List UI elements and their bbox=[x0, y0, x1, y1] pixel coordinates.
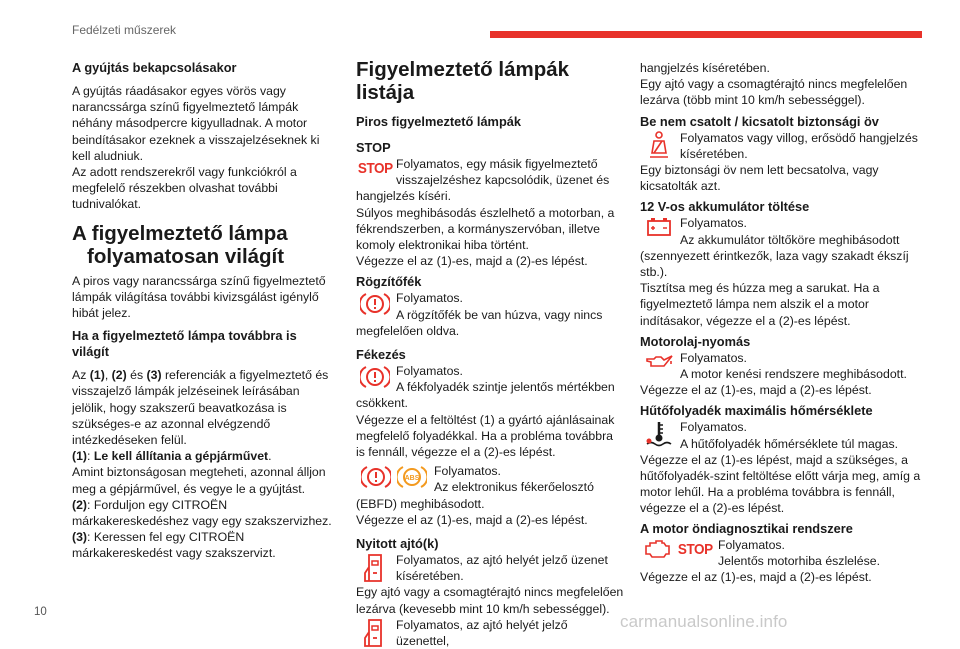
ebfd-line-3: Végezze el az (1)-es, majd a (2)-es lépést. bbox=[356, 512, 588, 527]
brake-warning-icon bbox=[356, 364, 394, 392]
refs-paragraph bbox=[72, 367, 334, 448]
stop-icon-2: STOP bbox=[677, 540, 713, 558]
coolant-line-1: Folyamatos. bbox=[680, 420, 747, 435]
refs-text-b: , bbox=[104, 368, 112, 383]
stop-heading: STOP bbox=[356, 140, 391, 155]
refs-text-d: referenciák a figyelmeztető és visszajelző lámpák jelzéseinek leírásában jelölik, hogy szakszerű beavatkozása is szükséges-e az azonnal elvégzendő intézkedéseken felül. bbox=[72, 368, 329, 448]
red-lamps-subtitle: Piros figyelmeztető lámpák bbox=[356, 114, 521, 129]
ebfd-icons bbox=[356, 464, 432, 492]
parking-brake-line-2: A rögzítőfék be van húzva, vagy nincs megfelelően oldva. bbox=[356, 307, 603, 338]
list-title: Figyelmeztető lámpák listája bbox=[356, 58, 570, 104]
seatbelt-icon bbox=[640, 131, 678, 159]
self-diagnosis-line-1: Folyamatos. bbox=[718, 537, 785, 552]
door-open-icon bbox=[356, 553, 394, 581]
page-number: 10 bbox=[34, 606, 47, 618]
step-3-label: (3) bbox=[72, 530, 88, 545]
braking-line-3: Végezze el a feltöltést (1) a gyártó ajánlásainak megfelelő folyadékkal. Ha a probléma továbbra is fennáll, végezze el a (2)-es lépést. bbox=[356, 412, 615, 460]
engine-icon bbox=[642, 538, 672, 560]
oil-pressure-line-2: A motor kenési rendszere meghibásodott. bbox=[680, 367, 907, 382]
brake-warning-icon-2 bbox=[361, 464, 391, 490]
ignition-heading: A gyújtás bekapcsolásakor bbox=[72, 60, 237, 75]
refs-text-c: és bbox=[126, 368, 147, 383]
self-diagnosis-line-2: Jelentős motorhiba észlelése. bbox=[718, 553, 880, 568]
step-1-sep: : bbox=[87, 449, 94, 464]
seatbelt-heading: Be nem csatolt / kicsatolt biztonsági öv bbox=[640, 113, 879, 129]
oil-pressure-line-3: Végezze el az (1)-es, majd a (2)-es lépést. bbox=[640, 383, 872, 398]
ignition-paragraph: A gyújtás ráadásakor egyes vörös vagy narancssárga színű figyelmeztető lámpák néhány másodpercre kigyulladnak. A motor beindításakor ezeknek a visszajelzéseknek ki kell aludniuk. bbox=[72, 84, 320, 163]
coolant-temp-icon bbox=[640, 420, 678, 448]
battery-heading: 12 V-os akkumulátor töltése bbox=[640, 199, 810, 215]
oil-pressure-entry bbox=[640, 350, 922, 399]
step-1-more: Amint biztonságosan megteheti, azonnal álljon meg a gépjárművel, és vegye le a gyújtást. bbox=[72, 465, 326, 496]
oil-can-icon bbox=[640, 351, 678, 379]
self-diagnosis-entry bbox=[640, 537, 922, 586]
coolant-line-3: Végezze el az (1)-es lépést, majd a szükséges, a hűtőfolyadék-szint feltöltése előtt várja meg, amíg a motor lehűl. Ha a probléma továbbra is fennáll, végezze el a (2)-es lépést. bbox=[640, 452, 921, 516]
battery-entry bbox=[640, 215, 922, 328]
abs-icon bbox=[397, 464, 427, 490]
parking-brake-icon bbox=[356, 291, 394, 319]
step-1-end: . bbox=[268, 449, 272, 464]
self-diagnosis-icons bbox=[640, 538, 716, 566]
braking-entry bbox=[356, 363, 624, 460]
door-open-line-2: Egy ajtó vagy a csomagtérajtó nincs megfelelően lezárva (kevesebb mint 10 km/h sebességgel). bbox=[356, 585, 624, 616]
self-diagnosis-line-3: Végezze el az (1)-es, majd a (2)-es lépést. bbox=[640, 570, 872, 585]
battery-line-1: Folyamatos. bbox=[680, 216, 747, 231]
door-open-icon-2 bbox=[356, 618, 394, 646]
svg-text:ABS: ABS bbox=[404, 475, 420, 483]
oil-pressure-line-1: Folyamatos. bbox=[680, 350, 747, 365]
section-title: Fedélzeti műszerek bbox=[72, 23, 177, 37]
parking-brake-line-1: Folyamatos. bbox=[396, 291, 463, 306]
step-1 bbox=[72, 448, 334, 464]
section-paragraph: A piros vagy narancssárga színű figyelmeztető lámpák világítása további kivizsgálást igénylő hibát jelez. bbox=[72, 273, 326, 321]
step-2-text: : Forduljon egy CITROËN márkakereskedéshez vagy egy szakszervizhez. bbox=[72, 497, 332, 529]
step-2 bbox=[72, 497, 334, 529]
section-heading-line1: A figyelmeztető lámpa bbox=[72, 221, 288, 245]
ref-3: (3) bbox=[146, 368, 162, 383]
door-cont-2: Egy ajtó vagy a csomagtérajtó nincs megfelelően lezárva (több mint 10 km/h sebességgel). bbox=[640, 77, 908, 108]
stop-icon: STOP bbox=[357, 160, 393, 177]
step-3 bbox=[72, 529, 334, 561]
step-2-label: (2) bbox=[72, 497, 88, 512]
ref-2: (2) bbox=[111, 368, 127, 383]
coolant-entry bbox=[640, 419, 922, 516]
stop-line-1: Folyamatos, egy másik figyelmeztető visszajelzéshez kapcsolódik, üzenet és hangjelzés kíséri. bbox=[356, 157, 610, 204]
door-open-line-1: Folyamatos, az ajtó helyét jelző üzenet kíséretében. bbox=[396, 553, 608, 584]
battery-icon bbox=[640, 216, 678, 244]
parking-brake-entry bbox=[356, 290, 624, 339]
seatbelt-line-1: Folyamatos vagy villog, erősödő hangjelzés kíséretében. bbox=[680, 130, 918, 161]
oil-pressure-heading: Motorolaj-nyomás bbox=[640, 333, 751, 349]
battery-line-3: Tisztítsa meg és húzza meg a sarukat. Ha a figyelmeztető lámpa nem alszik el a motor indításakor, végezze el a (2)-es lépést. bbox=[640, 281, 880, 328]
seatbelt-line-2: Egy biztonsági öv nem lett becsatolva, vagy kicsatolták azt. bbox=[640, 163, 879, 194]
step-1-label: (1) bbox=[72, 449, 88, 464]
braking-line-2: A fékfolyadék szintje jelentős mértékben csökkent. bbox=[356, 380, 615, 411]
step-3-text: : Keressen fel egy CITROËN márkakereskedést vagy szakszervizt. bbox=[72, 530, 276, 561]
refs-text-a: Az bbox=[72, 368, 90, 383]
parking-brake-heading: Rögzítőfék bbox=[356, 274, 422, 290]
ebfd-entry bbox=[356, 463, 624, 528]
door-open-heading: Nyitott ajtó(k) bbox=[356, 536, 439, 552]
braking-heading: Fékezés bbox=[356, 347, 406, 363]
stop-line-3: Végezze el az (1)-es, majd a (2)-es lépést. bbox=[356, 254, 588, 269]
door-open-line-3: Folyamatos, az ajtó helyét jelző üzenettel, bbox=[396, 617, 568, 649]
stop-line-2: Súlyos meghibásodás észlelhető a motorban, a fékrendszerben, a kormányszervóban, illetve komoly elektronikai hiba történt. bbox=[356, 205, 615, 253]
ebfd-line-2a: Az elektronikus fékerőelosztó (EBFD) meghibásodott. bbox=[356, 480, 594, 511]
column-3 bbox=[640, 48, 922, 585]
door-cont-1: hangjelzés kíséretében. bbox=[640, 61, 770, 75]
self-diagnosis-heading: A motor öndiagnosztikai rendszere bbox=[640, 520, 853, 536]
section-heading-line2: folyamatosan világít bbox=[87, 244, 285, 268]
ebfd-line-1: Folyamatos. bbox=[434, 464, 501, 479]
coolant-line-2: A hűtőfolyadék hőmérséklete túl magas. bbox=[680, 436, 899, 451]
ignition-paragraph-2: Az adott rendszerekről vagy funkciókról a megfelelő részekben olvashat további tudnivalókat. bbox=[72, 165, 297, 212]
seatbelt-entry bbox=[640, 130, 922, 195]
step-1-bold: Le kell állítania a gépjárművet bbox=[93, 449, 269, 464]
door-open-entry bbox=[356, 552, 624, 617]
header-accent-bar bbox=[490, 31, 922, 38]
coolant-heading: Hűtőfolyadék maximális hőmérséklete bbox=[640, 403, 873, 419]
if-heading: Ha a figyelmeztető lámpa továbbra is világít bbox=[72, 328, 297, 360]
ref-1: (1) bbox=[89, 368, 105, 383]
battery-line-2: Az akkumulátor töltőköre meghibásodott (szennyezett érintkezők, laza vagy szakadt ékszíj stb.). bbox=[640, 232, 909, 280]
column-2 bbox=[356, 48, 624, 649]
braking-line-1: Folyamatos. bbox=[396, 364, 463, 379]
stop-entry bbox=[356, 156, 624, 269]
door-open-entry-2 bbox=[356, 617, 624, 649]
watermark: carmanualsonline.info bbox=[620, 612, 788, 631]
column-1 bbox=[72, 48, 334, 562]
